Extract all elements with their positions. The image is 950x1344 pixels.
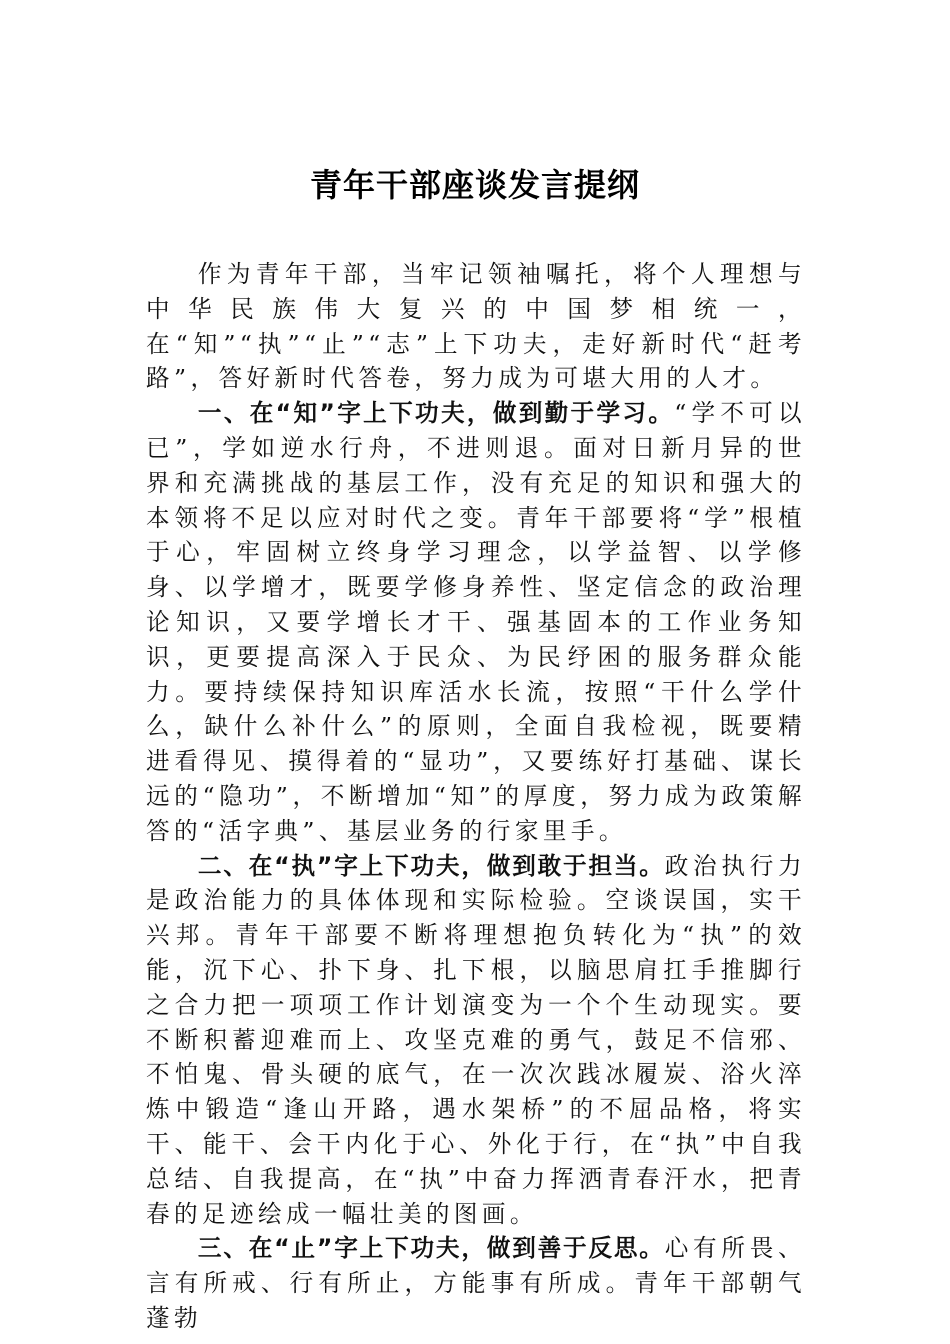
section-body-2: 政治执行力是政治能力的具体体现和实际检验。空谈误国，实干兴邦。青年干部要不断将理想抱负转化为“执”的效能，沉下心、扑下身、扎下根，以脑思肩扛手推脚行之合力把一项项工作计划演变为一个个生动现实。要不断积蓄迎难而上、攻坚克难的勇气，鼓足不信邪、不怕鬼、骨头硬的底气，在一次次践冰履炭、浴火淬炼中锻造“逢山开路，遇水架桥”的不屈品格，将实干、能干、会干内化于心、外化于行，在“执”中自我总结、自我提高，在“执”中奋力挥洒青春汗水，把青春的足迹绘成一幅壮美的图画。 (146, 851, 807, 1228)
section-paragraph-2 (146, 849, 806, 1232)
section-heading-2: 二、在“执”字上下功夫，做到敢于担当。 (197, 851, 665, 880)
section-body-1: “学不可以已”，学如逆水行舟，不进则退。面对日新月异的世界和充满挑战的基层工作，没有充足的知识和强大的本领将不足以应对时代之变。青年干部要将“学”根植于心，牢固树立终身学习理念，以学益智、以学修身、以学增才，既要学修身养性、坚定信念的政治理论知识，又要学增长才干、强基固本的工作业务知识，更要提高深入于民众、为民纾困的服务群众能力。要持续保持知识库活水长流，按照“干什么学什么，缺什么补什么”的原则，全面自我检视，既要精进看得见、摸得着的“显功”，又要练好打基础、谋长远的“隐功”，不断增加“知”的厚度，努力成为政策解答的“活字典”、基层业务的行家里手。 (146, 399, 806, 845)
section-paragraph-3 (146, 1231, 806, 1335)
intro-paragraph: 作为青年干部，当牢记领袖嘱托，将个人理想与中华民族伟大复兴的中国梦相统一，在“知”“执”“止”“志”上下功夫，走好新时代“赶考路”，答好新时代答卷，努力成为可堪大用的人才。 (146, 260, 806, 393)
section-heading-1: 一、在“知”字上下功夫，做到勤于学习。 (197, 399, 675, 428)
document-title: 青年干部座谈发言提纲 (309, 166, 640, 204)
document-body (146, 257, 806, 1336)
section-paragraph-1 (146, 396, 806, 848)
section-body-3: 心有所畏、言有所戒、行有所止，方能事有所成。青年干部朝气蓬勃 (146, 1234, 807, 1332)
section-heading-3: 三、在“止”字上下功夫，做到善于反思。 (197, 1234, 665, 1263)
